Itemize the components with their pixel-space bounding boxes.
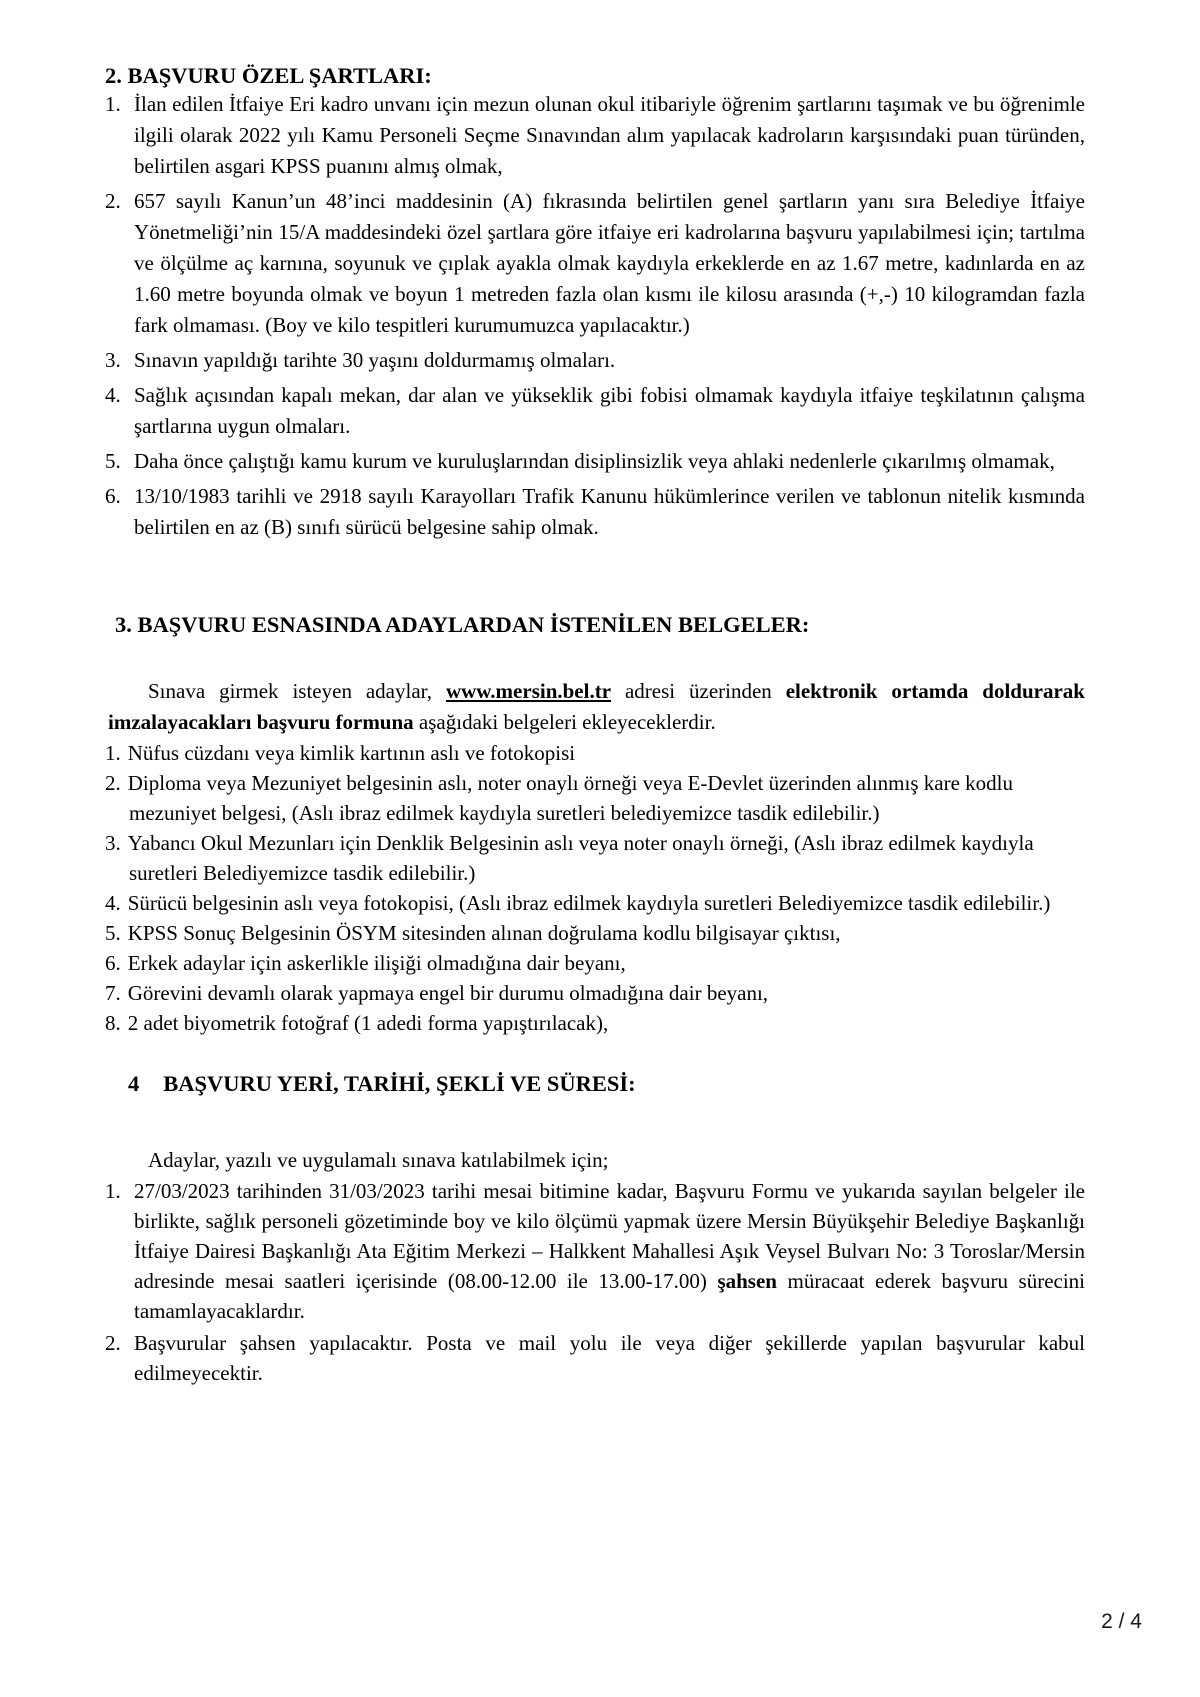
list-item bbox=[105, 948, 1085, 978]
text-segment: müracaat ederek başvuru sürecini tamamlayacaklardır. bbox=[134, 1269, 1086, 1323]
list-item-marker: 2. bbox=[105, 1331, 121, 1355]
list-item-marker: 7. bbox=[105, 981, 121, 1005]
list-item bbox=[105, 89, 1085, 182]
list-item-text: Başvurular şahsen yapılacaktır. Posta ve mail yolu ile veya diğer şekillerde yapılan başvurular kabul edilmeyecektir. bbox=[134, 1331, 1085, 1385]
list-item-marker: 2. bbox=[105, 771, 121, 795]
list-item bbox=[105, 738, 1085, 768]
list-item-text: Erkek adaylar için askerlikle ilişiği olmadığına dair beyanı, bbox=[127, 951, 626, 975]
text-segment: Sınava girmek isteyen adaylar, bbox=[148, 679, 446, 703]
page-number: 2 / 4 bbox=[1101, 1610, 1142, 1633]
list-item-text: Nüfus cüzdanı veya kimlik kartının aslı ve fotokopisi bbox=[127, 741, 576, 765]
list-item-marker: 3. bbox=[105, 348, 121, 372]
list-item-text: Yabancı Okul Mezunları için Denklik Belgesinin aslı veya noter onaylı örneği, (Aslı ibraz edilmek kaydıyla suretleri Belediyemizce tasdik edilebilir.) bbox=[127, 831, 1034, 885]
section-required-documents-heading: 3. BAŞVURU ESNASINDA ADAYLARDAN İSTENİLEN BELGELER: bbox=[115, 612, 810, 637]
list-item bbox=[105, 1328, 1085, 1388]
list-item-text: 13/10/1983 tarihli ve 2918 sayılı Karayolları Trafik Kanunu hükümlerince verilen ve tablonun nitelik kısmında belirtilen en az (B) sınıfı sürücü belgesine sahip olmak. bbox=[134, 484, 1085, 539]
list-item bbox=[105, 186, 1085, 341]
list-item bbox=[105, 768, 1085, 828]
list-item-text: Sağlık açısından kapalı mekan, dar alan ve yükseklik gibi fobisi olmamak kaydıyla itfaiye teşkilatının çalışma şartlarına uygun olmaları. bbox=[134, 383, 1085, 438]
list-item bbox=[105, 1008, 1085, 1038]
application-list bbox=[105, 1176, 1085, 1388]
list-item-marker: 6. bbox=[105, 951, 121, 975]
list-item-text: Diploma veya Mezuniyet belgesinin aslı, noter onaylı örneği veya E-Devlet üzerinden alınmış kare kodlu mezuniyet belgesi, (Aslı ibraz edilmek kaydıyla suretleri belediyemizce tasdik edilebilir.) bbox=[127, 771, 1013, 825]
text-segment: şahsen bbox=[717, 1269, 777, 1293]
special-conditions-list bbox=[105, 89, 1085, 543]
list-item bbox=[105, 446, 1085, 477]
required-documents-list bbox=[105, 738, 1085, 1038]
list-item-text: Daha önce çalıştığı kamu kurum ve kuruluşlarından disiplinsizlik veya ahlaki nedenlerle çıkarılmış olmamak, bbox=[134, 449, 1055, 473]
website-link[interactable]: www.mersin.bel.tr bbox=[445, 679, 612, 703]
list-item-text: Sürücü belgesinin aslı veya fotokopisi, (Aslı ibraz edilmek kaydıyla suretleri Belediyemizce tasdik edilebilir.) bbox=[127, 891, 1051, 915]
required-documents-intro bbox=[108, 676, 1085, 738]
text-segment: elektronik ortamda doldurarak imzalayacakları başvuru formuna bbox=[108, 679, 1085, 734]
list-item-marker: 3. bbox=[105, 831, 121, 855]
text-segment: 27/03/2023 tarihinden 31/03/2023 tarihi mesai bitimine kadar, Başvuru Formu ve yukarıda sayılan belgeler ile birlikte, sağlık personeli gözetiminde boy ve kilo ölçümü yapmak üzere Mersin Büyükşehir Belediye Başkanlığı İtfaiye Dairesi Başkanlığı Ata Eğitim Merkezi – Halkkent Mahallesi Aşık Veysel Bulvarı No: 3 Toroslar/Mersin adresinde mesai saatleri içerisinde (08.00-12.00 ile 13.00-17.00) bbox=[134, 1179, 1085, 1293]
list-item bbox=[105, 345, 1085, 376]
list-item bbox=[105, 888, 1085, 918]
text-segment: adresi üzerinden bbox=[611, 679, 786, 703]
list-item bbox=[105, 828, 1085, 888]
list-item-text: 657 sayılı Kanun’un 48’inci maddesinin (A) fıkrasında belirtilen genel şartların yanı sıra Belediye İtfaiye Yönetmeliği’nin 15/A maddesindeki özel şartlara göre itfaiye eri kadrolarına başvuru yapılabilmesi için; tartılma ve ölçülme aç karnına, soyunuk ve çıplak ayakla olmak kaydıyla erkeklerde en az 1.67 metre, kadınlarda en az 1.60 metre boyunda olmak ve boyun 1 metreden fazla olan kısmı ile kilosu arasında (+,-) 10 kilogramdan fazla fark olmaması. (Boy ve kilo tespitleri kurumumuzca yapılacaktır.) bbox=[134, 189, 1085, 337]
section-application-place-heading bbox=[128, 1070, 1085, 1097]
list-item-marker: 1. bbox=[105, 1179, 121, 1203]
list-item-marker: 4. bbox=[105, 891, 121, 915]
list-item-text: Sınavın yapıldığı tarihte 30 yaşını doldurmamış olmaları. bbox=[134, 348, 616, 372]
heading-number: 4 bbox=[128, 1071, 140, 1096]
list-item-text: İlan edilen İtfaiye Eri kadro unvanı için mezun olunan okul itibariyle öğrenim şartlarını taşımak ve bu öğrenimle ilgili olarak 2022 yılı Kamu Personeli Seçme Sınavından alım yapılacak kadroların karşısındaki puan türünden, belirtilen asgari KPSS puanını almış olmak, bbox=[134, 92, 1085, 178]
list-item-marker: 8. bbox=[105, 1011, 121, 1035]
list-item bbox=[105, 380, 1085, 442]
list-item-text: KPSS Sonuç Belgesinin ÖSYM sitesinden alınan doğrulama kodlu bilgisayar çıktısı, bbox=[127, 921, 841, 945]
list-item bbox=[105, 1176, 1085, 1326]
list-item-marker: 1. bbox=[105, 741, 121, 765]
list-item-marker: 4. bbox=[105, 383, 121, 407]
heading-text: BAŞVURU YERİ, TARİHİ, ŞEKLİ VE SÜRESİ: bbox=[163, 1071, 636, 1096]
list-item bbox=[105, 481, 1085, 543]
list-item-marker: 6. bbox=[105, 484, 121, 508]
list-item-marker: 1. bbox=[105, 92, 121, 116]
list-item-marker: 5. bbox=[105, 921, 121, 945]
list-item-marker: 2. bbox=[105, 189, 121, 213]
list-item bbox=[105, 918, 1085, 948]
list-item-text bbox=[134, 1176, 1085, 1326]
application-intro: Adaylar, yazılı ve uygulamalı sınava katılabilmek için; bbox=[148, 1148, 609, 1172]
list-item-text: Görevini devamlı olarak yapmaya engel bir durumu olmadığına dair beyanı, bbox=[127, 981, 769, 1005]
text-segment: aşağıdaki belgeleri ekleyeceklerdir. bbox=[413, 710, 716, 734]
list-item-text: 2 adet biyometrik fotoğraf (1 adedi forma yapıştırılacak), bbox=[127, 1011, 609, 1035]
list-item bbox=[105, 978, 1085, 1008]
list-item-marker: 5. bbox=[105, 449, 121, 473]
section-special-conditions-heading: 2. BAŞVURU ÖZEL ŞARTLARI: bbox=[105, 63, 432, 88]
